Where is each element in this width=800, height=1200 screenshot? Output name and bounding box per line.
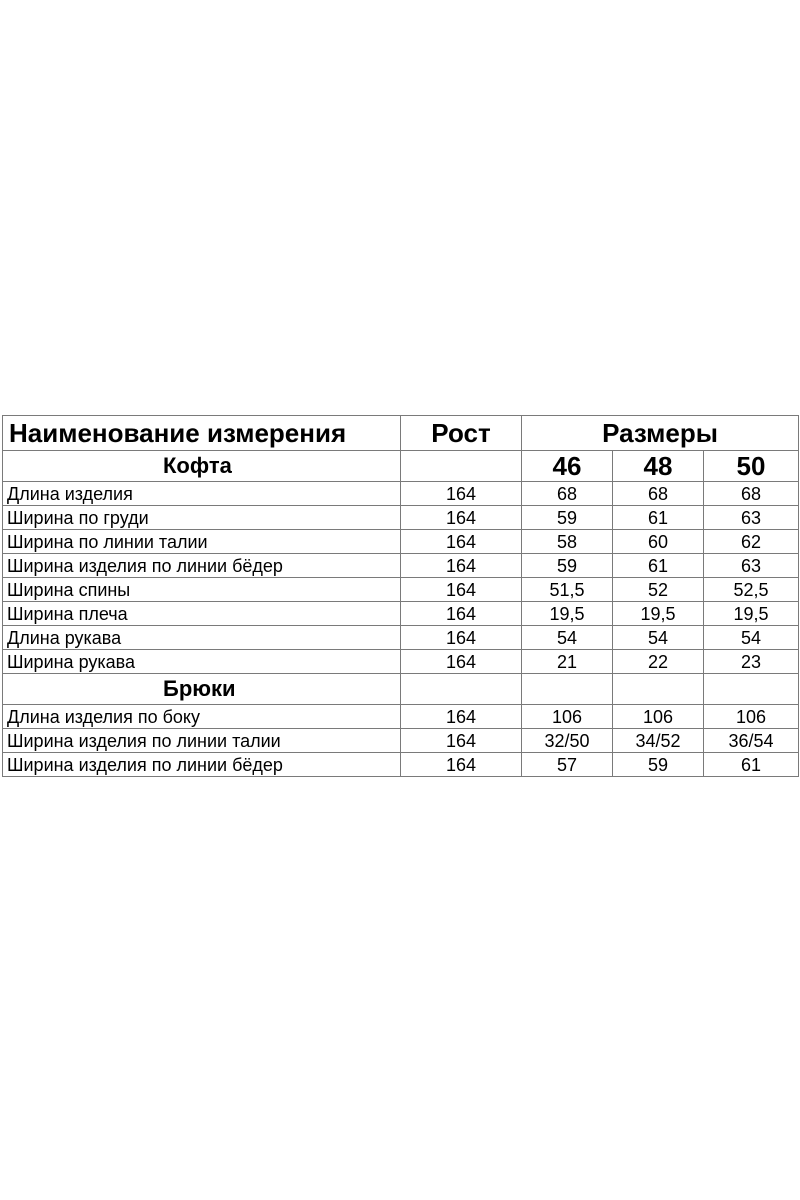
size-value: 61 xyxy=(613,554,704,578)
size-value: 19,5 xyxy=(704,602,799,626)
size-value: 52 xyxy=(613,578,704,602)
size-value: 106 xyxy=(522,705,613,729)
table-row xyxy=(3,626,799,650)
height-value: 164 xyxy=(401,753,522,777)
size-value: 19,5 xyxy=(522,602,613,626)
table-row xyxy=(3,650,799,674)
empty-cell xyxy=(704,674,799,705)
size-value: 54 xyxy=(522,626,613,650)
size-value: 54 xyxy=(704,626,799,650)
measurement-name: Длина изделия xyxy=(3,482,401,506)
size-value: 36/54 xyxy=(704,729,799,753)
size-value: 62 xyxy=(704,530,799,554)
measurement-name: Ширина по груди xyxy=(3,506,401,530)
size-value: 57 xyxy=(522,753,613,777)
size-value: 34/52 xyxy=(613,729,704,753)
height-value: 164 xyxy=(401,578,522,602)
measurement-name: Ширина изделия по линии бёдер xyxy=(3,753,401,777)
empty-cell xyxy=(522,674,613,705)
size-value: 68 xyxy=(522,482,613,506)
height-value: 164 xyxy=(401,554,522,578)
size-46-header: 46 xyxy=(522,451,613,482)
measurement-name: Ширина изделия по линии бёдер xyxy=(3,554,401,578)
measurement-name: Длина изделия по боку xyxy=(3,705,401,729)
table-row xyxy=(3,705,799,729)
section-title: Брюки xyxy=(3,674,401,705)
table-header-row xyxy=(3,416,799,451)
height-header: Рост xyxy=(401,416,522,451)
empty-cell xyxy=(401,674,522,705)
empty-cell xyxy=(401,451,522,482)
size-value: 58 xyxy=(522,530,613,554)
table-row xyxy=(3,482,799,506)
sizes-header: Размеры xyxy=(522,416,799,451)
empty-cell xyxy=(613,674,704,705)
size-value: 32/50 xyxy=(522,729,613,753)
height-value: 164 xyxy=(401,729,522,753)
measurement-name: Ширина изделия по линии талии xyxy=(3,729,401,753)
size-value: 68 xyxy=(613,482,704,506)
size-value: 63 xyxy=(704,506,799,530)
size-value: 51,5 xyxy=(522,578,613,602)
section-row-trousers xyxy=(3,674,799,705)
measurement-name: Длина рукава xyxy=(3,626,401,650)
size-value: 68 xyxy=(704,482,799,506)
table-row xyxy=(3,530,799,554)
measurement-name: Ширина плеча xyxy=(3,602,401,626)
height-value: 164 xyxy=(401,530,522,554)
size-value: 59 xyxy=(613,753,704,777)
section-row-jacket xyxy=(3,451,799,482)
size-value: 106 xyxy=(613,705,704,729)
height-value: 164 xyxy=(401,705,522,729)
size-value: 19,5 xyxy=(613,602,704,626)
size-50-header: 50 xyxy=(704,451,799,482)
size-48-header: 48 xyxy=(613,451,704,482)
height-value: 164 xyxy=(401,482,522,506)
size-value: 22 xyxy=(613,650,704,674)
size-value: 61 xyxy=(704,753,799,777)
table-row xyxy=(3,578,799,602)
size-value: 59 xyxy=(522,554,613,578)
height-value: 164 xyxy=(401,650,522,674)
size-value: 106 xyxy=(704,705,799,729)
size-value: 54 xyxy=(613,626,704,650)
size-value: 63 xyxy=(704,554,799,578)
table-row xyxy=(3,753,799,777)
table-row xyxy=(3,506,799,530)
size-value: 23 xyxy=(704,650,799,674)
size-value: 60 xyxy=(613,530,704,554)
section-title: Кофта xyxy=(3,451,401,482)
height-value: 164 xyxy=(401,506,522,530)
size-value: 59 xyxy=(522,506,613,530)
height-value: 164 xyxy=(401,602,522,626)
measurement-name: Ширина спины xyxy=(3,578,401,602)
size-value: 52,5 xyxy=(704,578,799,602)
measurement-name: Ширина по линии талии xyxy=(3,530,401,554)
table-row xyxy=(3,554,799,578)
table-row xyxy=(3,602,799,626)
size-value: 21 xyxy=(522,650,613,674)
height-value: 164 xyxy=(401,626,522,650)
measurement-name-header: Наименование измерения xyxy=(3,416,401,451)
size-chart-table xyxy=(2,415,799,777)
measurement-name: Ширина рукава xyxy=(3,650,401,674)
size-value: 61 xyxy=(613,506,704,530)
table-row xyxy=(3,729,799,753)
